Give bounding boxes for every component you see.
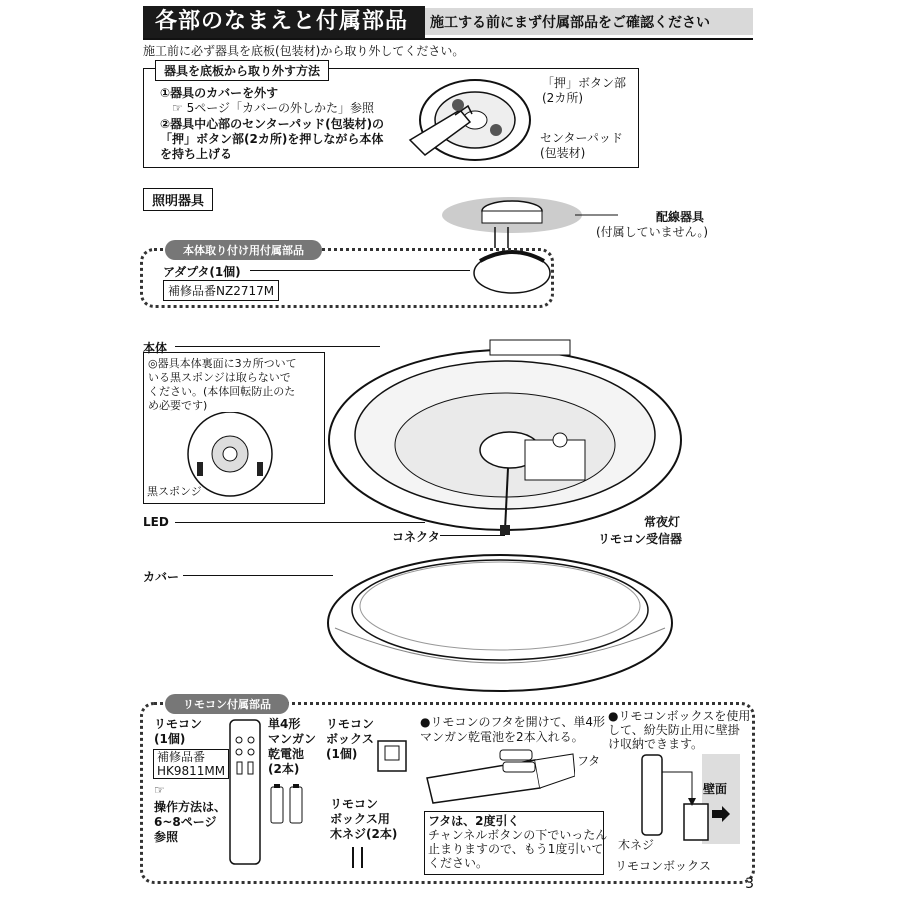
remote-box-callout: リモコンボックス	[615, 859, 711, 873]
remote-qty: (1個)	[154, 732, 186, 746]
lid-note-line: 止まりますので、もう1度引いて	[428, 842, 604, 856]
wall-label: 壁面	[703, 782, 728, 796]
battery-qty: (2本)	[268, 762, 300, 776]
screw-name: 木ネジ	[330, 827, 367, 841]
remote-box-line: リモコン	[326, 717, 375, 731]
remote-box-label	[326, 717, 374, 762]
remote-ops-line: 参照	[154, 830, 179, 844]
sponge-note-line: め必要です)	[148, 399, 208, 412]
page-number: 3	[745, 876, 754, 892]
center-pad-illustration	[400, 70, 550, 165]
battery-line: 単4形	[268, 717, 301, 731]
removal-tab: 器具を底板から取り外す方法	[155, 60, 329, 81]
sponge-note	[148, 357, 297, 413]
wiring-note: (付属していません。)	[596, 225, 709, 239]
screw-line-3	[330, 827, 397, 842]
box-usage-line: け収納できます。	[608, 737, 704, 751]
remote-part-number	[153, 749, 229, 779]
lid-note-title: フタは、2度引く	[428, 814, 520, 828]
removal-step2	[160, 117, 384, 162]
fixture-body-illustration	[320, 330, 690, 540]
led-label: LED	[143, 515, 169, 529]
remote-illustration	[228, 718, 264, 868]
remote-box-line: ボックス	[326, 732, 374, 746]
fixture-tab: 照明器具	[143, 188, 213, 211]
receiver-label: リモコン受信器	[598, 532, 683, 546]
header-rule	[143, 38, 753, 40]
mount-parts-pill: 本体取り付け用付属部品	[165, 240, 322, 260]
removal-step2-line: ②器具中心部のセンターパッド(包装材)の	[160, 117, 385, 131]
remote-name	[154, 717, 202, 747]
page-title: 各部のなまえと付属部品	[143, 6, 425, 38]
body-label: 本体	[143, 341, 168, 355]
box-usage-line: して、紛失防止用に壁掛	[608, 723, 740, 737]
push-button-label-line: 「押」ボタン部	[542, 76, 627, 90]
intro-text: 施工前に必ず器具を底板(包装材)から取り外してください。	[143, 44, 465, 58]
push-button-label	[542, 76, 626, 106]
removal-step1: ①器具のカバーを外す	[160, 86, 279, 100]
wall-mount-illustration	[632, 752, 742, 847]
removal-step1-ref-row	[172, 99, 374, 116]
battery-insert-line: マンガン乾電池を2本入れる。	[420, 730, 584, 744]
screw-qty: (2本)	[366, 827, 398, 841]
removal-step1-ref: 5ページ「カバーの外しかた」参照	[186, 101, 374, 115]
pointing-hand-icon: ☞	[154, 783, 165, 797]
adapter-leader	[250, 270, 470, 271]
sponge-note-line: ください。(本体回転防止のた	[148, 385, 296, 398]
led-leader	[175, 522, 425, 523]
screw-icon	[348, 845, 368, 870]
adapter-part-number: 補修品番NZ2717M	[163, 280, 279, 301]
remote-ops-line: 6~8ページ	[154, 815, 217, 829]
battery-icon	[268, 783, 308, 825]
battery-line: マンガン	[268, 732, 317, 746]
page-subtitle: 施工する前にまず付属部品をご確認ください	[430, 15, 710, 31]
screw-label	[330, 797, 397, 842]
remote-box-qty: (1個)	[326, 747, 358, 761]
cover-illustration	[325, 548, 675, 693]
center-pad-label	[540, 131, 623, 161]
pointing-hand-icon: ☞	[172, 101, 187, 115]
battery-insert-line: ●リモコンのフタを開けて、単4形	[420, 715, 606, 729]
connector-label: コネクタ	[392, 530, 440, 544]
battery-line: 乾電池	[268, 747, 305, 761]
center-pad-label-line: (包装材)	[540, 146, 586, 160]
center-pad-label-line: センターパッド	[540, 131, 623, 145]
remote-ops-line: 操作方法は、	[154, 800, 227, 814]
screw-line: リモコン	[330, 797, 379, 811]
remote-ops-ref	[154, 800, 226, 845]
sponge-label: 黒スポンジ	[147, 485, 202, 498]
battery-insert-note	[420, 715, 605, 745]
box-usage-note	[608, 709, 750, 751]
cover-leader	[183, 575, 333, 576]
night-light-label: 常夜灯	[644, 515, 681, 529]
screw-line: ボックス用	[330, 812, 390, 826]
adapter-label	[163, 263, 241, 280]
remote-box-icon	[375, 738, 411, 774]
connector-leader	[440, 535, 505, 536]
push-button-label-line: (2カ所)	[542, 91, 583, 105]
adapter-qty: (1個)	[209, 265, 241, 279]
remote-part-line: HK9811MM	[157, 764, 226, 778]
lid-note-line: ください。	[428, 856, 489, 870]
sponge-note-line: ◎器具本体裏面に3カ所ついて	[148, 357, 297, 370]
box-usage-line: ●リモコンボックスを使用	[608, 709, 751, 723]
sponge-note-line: いる黒スポンジは取らないで	[148, 371, 291, 384]
removal-step2-line: 「押」ボタン部(2カ所)を押しながら本体	[160, 132, 384, 146]
lid-note-line: チャンネルボタンの下でいったん	[428, 828, 608, 842]
wood-screw-label: 木ネジ	[618, 838, 655, 852]
battery-label	[268, 717, 316, 777]
lid-label: フタ	[577, 754, 601, 768]
remote-part-line: 補修品番	[157, 750, 206, 764]
battery-insert-illustration	[425, 748, 575, 808]
adapter-name: アダプタ	[163, 265, 210, 279]
remote-parts-pill: リモコン付属部品	[165, 694, 289, 714]
wiring-label: 配線器具	[656, 210, 705, 224]
lid-note	[428, 814, 607, 870]
cover-label: カバー	[143, 570, 180, 584]
remote-name-line: リモコン	[154, 717, 203, 731]
removal-step2-line: を持ち上げる	[160, 147, 233, 161]
